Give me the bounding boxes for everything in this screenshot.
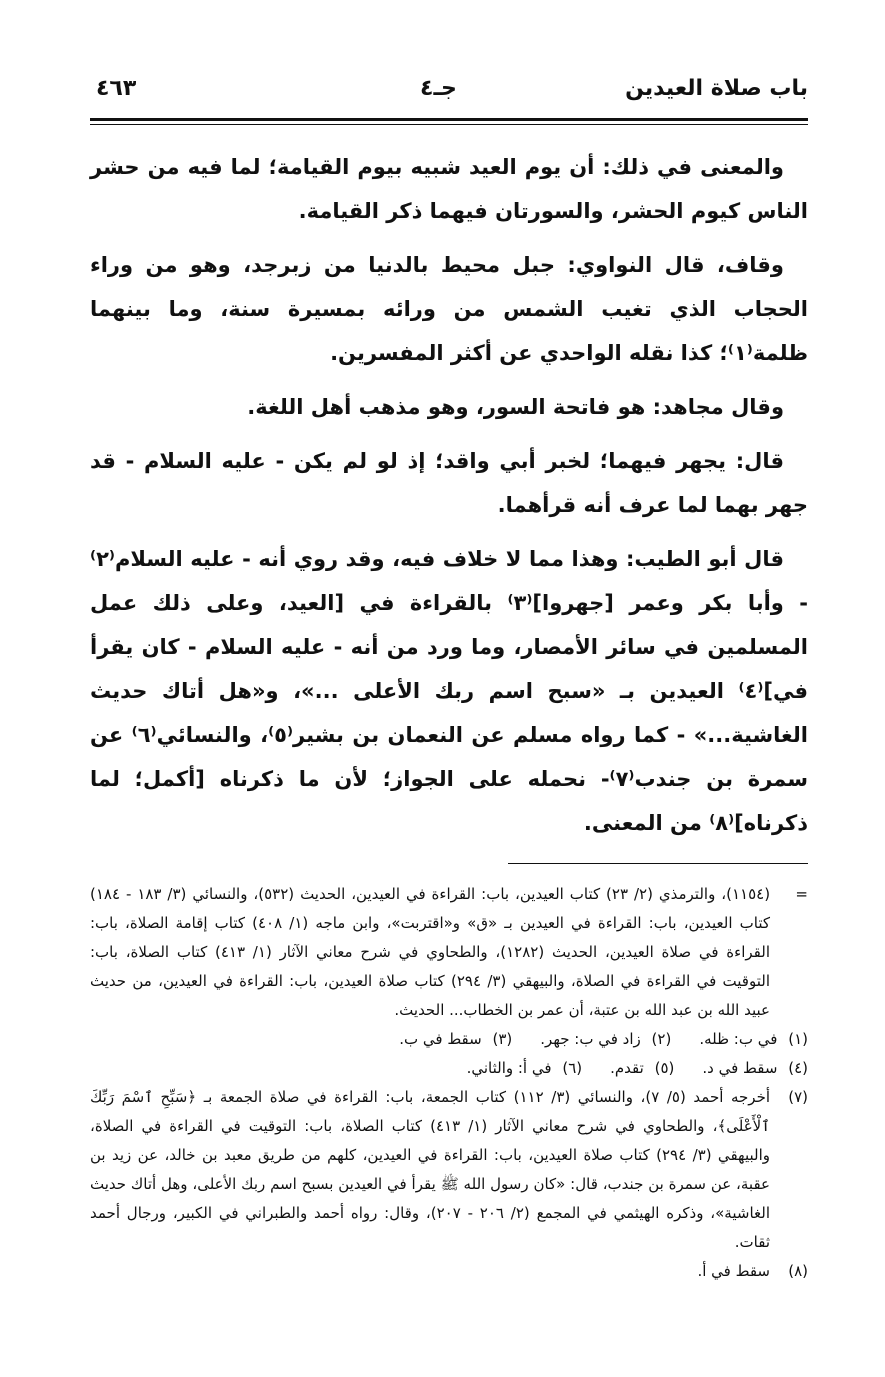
continuation-marker: = [795,885,808,903]
footnote-item [699,1025,808,1054]
footnote-row [90,1025,808,1054]
footnote-text: زاد في ب: جهر. [540,1030,641,1048]
footnote-text: في ب: ظله. [699,1030,778,1048]
book-page [90,70,808,1286]
footnote-text: تقدم. [610,1059,644,1077]
paragraph: قال أبو الطيب: وهذا مما لا خلاف فيه، وقد روي أنه - عليه السلام⁽٢⁾ - وأبا بكر وعمر [جهروا]⁽٣⁾ بالقراءة في [العيد، وعلى ذلك عمل المسلمين في سائر الأمصار، وما ورد من أنه - عليه السلام - كان يقرأ في]⁽٤⁾ العيدين بـ «سبح اسم ربك الأعلى ...»، و«هل أتاك حديث الغاشية...» - كما رواه مسلم عن النعمان بن بشير⁽٥⁾، والنسائي⁽٦⁾ عن سمرة بن جندب⁽٧⁾- نحمله على الجواز؛ لأن ما ذكرناه [أكمل؛ لما ذكرناه]⁽٨⁾ من المعنى. [90,547,808,835]
footnote-number: (٣) [492,1030,513,1048]
paragraph: وقاف، قال النواوي: جبل محيط بالدنيا من زبرجد، وهو من وراء الحجاب الذي تغيب الشمس من ورائه بمسيرة سنة، وما بينهما ظلمة⁽١⁾؛ كذا نقله الواحدي عن أكثر المفسرين. [90,253,808,365]
volume-label: جـ٤ [420,76,457,101]
footnote-row [90,1054,808,1083]
footnote-text: سقط في ب. [399,1030,482,1048]
footnote-text: سقط في د. [702,1059,778,1077]
page-number: ٤٦٣ [96,76,137,101]
footnote-item [90,1257,808,1286]
main-text [90,145,808,845]
chapter-title: باب صلاة العيدين [625,76,808,101]
header-rule-thick [90,118,808,121]
footnote-text: أخرجه أحمد (٥/ ٧)، والنسائي (٣/ ١١٢) كتاب الجمعة، باب: القراءة في صلاة الجمعة بـ ﴿سَبِّحِ ٱسْمَ رَبِّكَ ٱلْأَعْلَى﴾، والطحاوي في شرح معاني الآثار (١/ ٤١٣) كتاب الصلاة، باب: التوقيت في القراءة في الصلاة، والبيهقي (٣/ ٢٩٤) كتاب صلاة العيدين، باب: القراءة في العيدين، كلهم من طريق معبد بن خالد، عن زيد بن عقبة، عن سمرة بن جندب، قال: «كان رسول الله ﷺ يقرأ في العيدين بسبح اسم ربك الأعلى، وهل أتاك حديث الغاشية»، وذكره الهيثمي في المجمع (٢/ ٢٠٦ - ٢٠٧)، وقال: رواه أحمد والطبراني في الكبير، ورجال أحمد ثقات. [90,1088,771,1251]
footnote-item [90,1083,808,1257]
footnote-text: في أ: والثاني. [466,1059,552,1077]
footnote-item [610,1054,674,1083]
footnote-item [399,1025,512,1054]
footnote-item [467,1054,583,1083]
header-rule-thin [90,124,808,125]
paragraph: والمعنى في ذلك: أن يوم العيد شبيه بيوم القيامة؛ لما فيه من حشر الناس كيوم الحشر، والسورتان فيهما ذكر القيامة. [90,155,808,223]
footnote-text: (١١٥٤)، والترمذي (٢/ ٢٣) كتاب العيدين، باب: القراءة في العيدين، الحديث (٥٣٢)، والنسائي (٣/ ١٨٣ - ١٨٤) كتاب العيدين، باب: القراءة في العيدين بـ «ق» و«اقتربت»، وابن ماجه (١/ ٤٠٨) كتاب إقامة الصلاة، باب: القراءة في صلاة العيدين، الحديث (١٢٨٢)، والطحاوي في شرح معاني الآثار (١/ ٤١٣) كتاب الصلاة، باب: التوقيت في القراءة في الصلاة، والبيهقي (٣/ ٢٩٤) كتاب صلاة العيدين، باب: القراءة في العيدين، من حديث عبيد الله بن عبد الله بن عتبة، أن عمر بن الخطاب... الحديث. [90,885,771,1019]
footnote-continued [90,880,808,1025]
footnote-item [540,1025,671,1054]
footnote-item [702,1054,808,1083]
footnote-text: سقط في أ. [697,1262,770,1280]
footnote-number: (٨) [788,1262,808,1280]
footnote-number: (٥) [654,1059,675,1077]
footnotes [90,880,808,1286]
footnote-number: (٧) [788,1088,808,1106]
running-header [90,70,808,112]
footnote-number: (١) [788,1030,808,1048]
footnote-number: (٦) [562,1059,583,1077]
footnote-number: (٤) [788,1059,808,1077]
paragraph: وقال مجاهد: هو فاتحة السور، وهو مذهب أهل اللغة. [247,395,784,419]
paragraph: قال: يجهر فيهما؛ لخبر أبي واقد؛ إذ لو لم يكن - عليه السلام - قد جهر بهما لما عرف أنه قرأهما. [90,449,808,517]
footnote-number: (٢) [651,1030,672,1048]
footnote-separator [508,863,808,864]
